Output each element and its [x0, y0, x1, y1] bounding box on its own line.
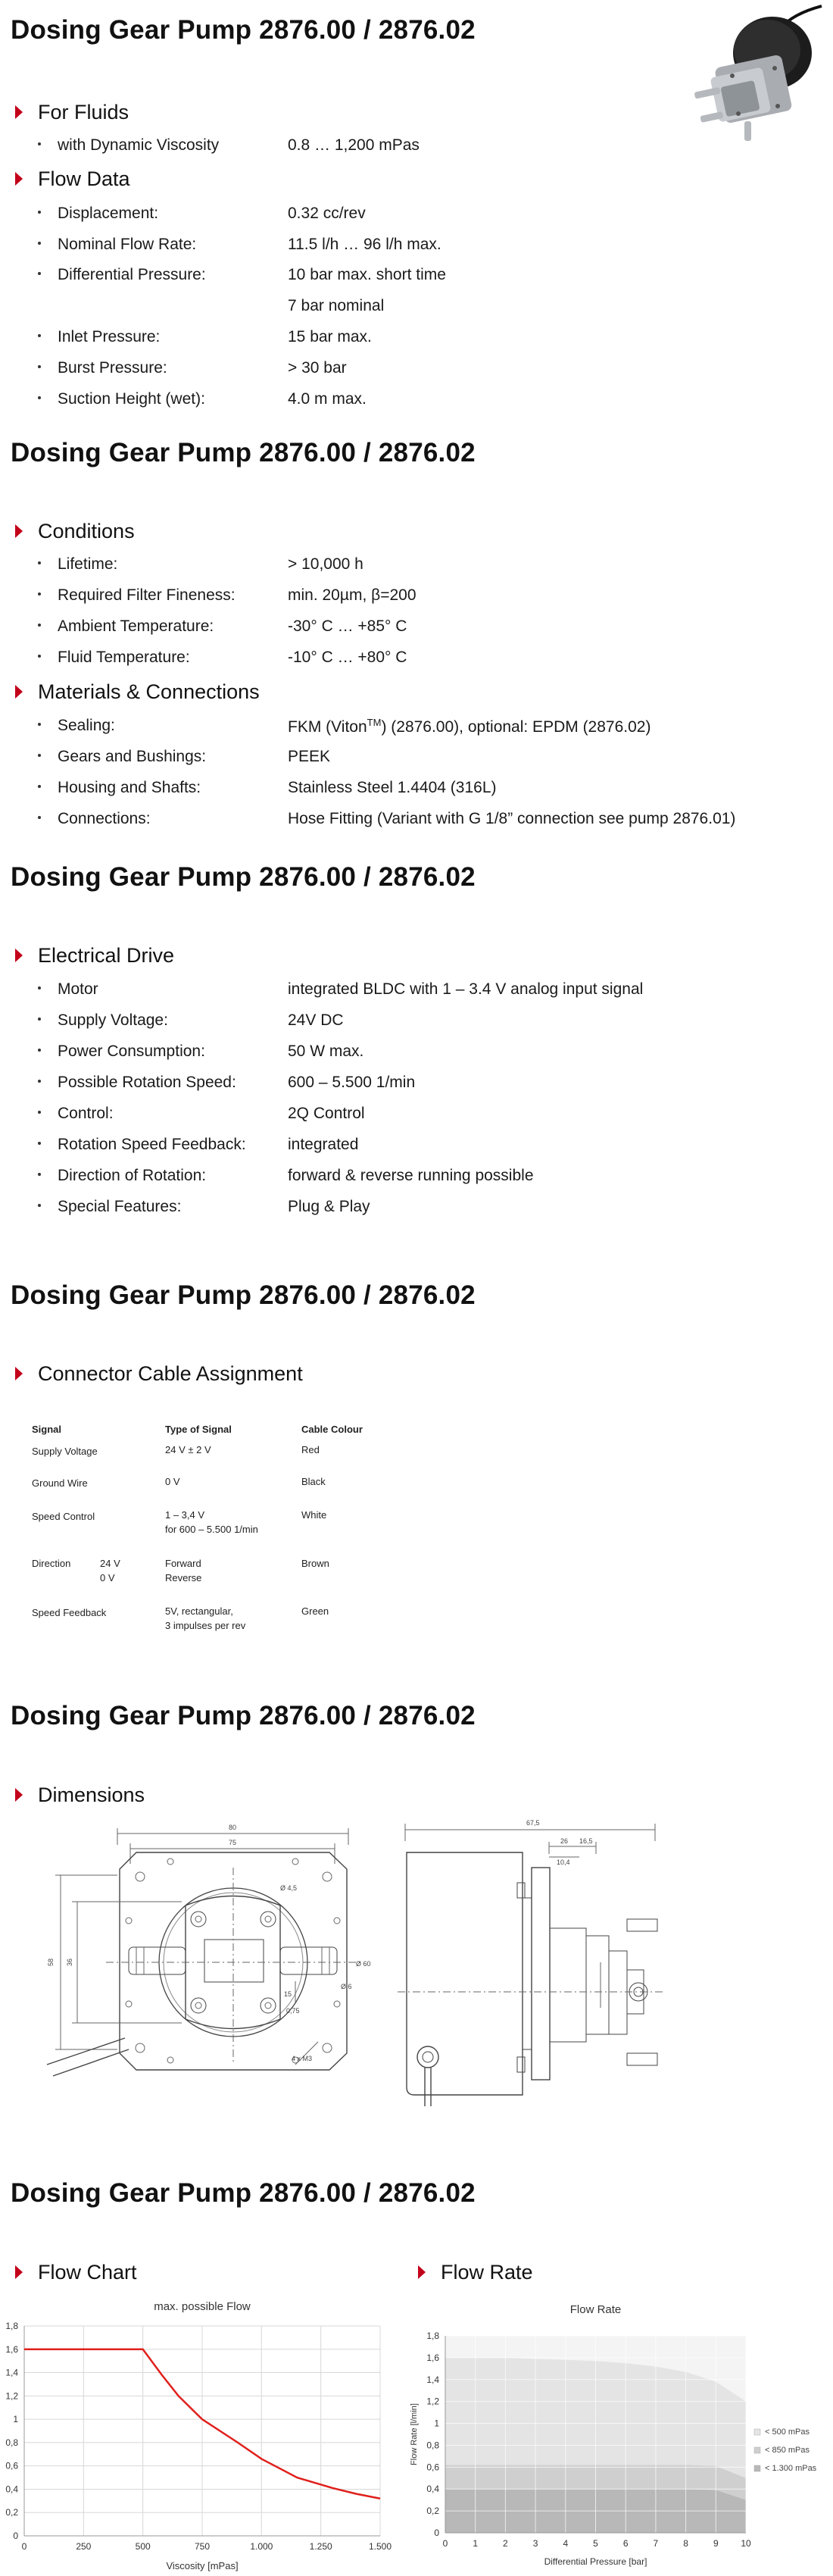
spec-value: 11.5 l/h … 96 l/h max. — [288, 236, 441, 253]
dimension-drawing-front — [30, 1807, 386, 2110]
spec-value: Stainless Steel 1.4404 (316L) — [288, 779, 497, 796]
spec-value: 2Q Control — [288, 1105, 365, 1122]
y-tick-label: 1 — [434, 2418, 439, 2429]
svg-text:75: 75 — [229, 1839, 237, 1846]
y-tick-label: 0 — [434, 2528, 439, 2538]
svg-text:0,75: 0,75 — [286, 2007, 300, 2015]
table-cell: 3 impulses per rev — [165, 1620, 246, 1631]
y-tick-label: 0,6 — [426, 2462, 439, 2473]
y-tick-label: 0,4 — [5, 2484, 18, 2495]
table-cell: 1 – 3,4 V — [165, 1509, 205, 1521]
svg-text:10,4: 10,4 — [557, 1859, 570, 1866]
spec-value: forward & reverse running possible — [288, 1167, 534, 1184]
x-tick-label: 250 — [76, 2541, 92, 2552]
svg-text:Ø 6: Ø 6 — [341, 1983, 352, 1990]
svg-text:Ø 60: Ø 60 — [356, 1960, 371, 1968]
spec-row: Rotation Speed Feedback: — [38, 1136, 246, 1154]
x-tick-label: 4 — [563, 2538, 569, 2549]
x-tick-label: 8 — [683, 2538, 688, 2549]
y-tick-label: 1,4 — [5, 2367, 18, 2378]
table-cell: Black — [301, 1476, 326, 1487]
svg-text:4 x M3: 4 x M3 — [292, 2055, 313, 2062]
section-arrow-icon — [15, 685, 23, 699]
spec-row: Suction Height (wet): — [38, 390, 205, 408]
section-flow-chart: Flow Chart — [15, 2261, 137, 2284]
y-tick-label: 1,8 — [5, 2321, 18, 2331]
section-arrow-icon — [15, 172, 23, 186]
spec-value: 50 W max. — [288, 1043, 364, 1060]
spec-row: Gears and Bushings: — [38, 748, 206, 766]
y-tick-label: 0,2 — [5, 2507, 18, 2518]
legend-swatch — [754, 2447, 760, 2453]
y-tick-label: 0,8 — [426, 2440, 439, 2451]
spec-row: Nominal Flow Rate: — [38, 236, 196, 254]
spec-row: Housing and Shafts: — [38, 779, 201, 797]
y-axis-label: Flow Rate [l/min] — [410, 2403, 419, 2465]
spec-row: Supply Voltage: — [38, 1011, 168, 1030]
section-materials: Materials & Connections — [15, 680, 260, 704]
svg-text:15: 15 — [284, 1990, 292, 1998]
section-connector-cable: Connector Cable Assignment — [15, 1362, 303, 1386]
spec-value: min. 20µm, β=200 — [288, 586, 416, 604]
spec-value: 15 bar max. — [288, 328, 372, 345]
page-title: Dosing Gear Pump 2876.00 / 2876.02 — [11, 15, 476, 45]
svg-text:Ø 4,5: Ø 4,5 — [280, 1884, 298, 1892]
table-cell: 24 V ± 2 V — [165, 1444, 211, 1455]
flow-chart-viscosity — [0, 2292, 401, 2576]
spec-row: Fluid Temperature: — [38, 649, 190, 667]
spec-row: Differential Pressure: — [38, 266, 206, 284]
page-title: Dosing Gear Pump 2876.00 / 2876.02 — [11, 1280, 476, 1310]
legend-label: < 1.300 mPas — [765, 2464, 817, 2473]
spec-value: > 30 bar — [288, 359, 347, 377]
legend-swatch — [754, 2429, 760, 2435]
x-tick-label: 0 — [21, 2541, 27, 2552]
x-tick-label: 1.250 — [309, 2541, 332, 2552]
x-tick-label: 3 — [532, 2538, 538, 2549]
svg-text:67,5: 67,5 — [526, 1819, 540, 1827]
spec-row: Possible Rotation Speed: — [38, 1074, 236, 1092]
spec-value: 10 bar max. short time — [288, 266, 446, 283]
section-arrow-icon — [15, 105, 23, 119]
table-header-type: Type of Signal — [165, 1424, 232, 1435]
page-title: Dosing Gear Pump 2876.00 / 2876.02 — [11, 862, 476, 892]
x-tick-label: 1.500 — [368, 2541, 392, 2552]
x-tick-label: 750 — [194, 2541, 211, 2552]
svg-text:16,5: 16,5 — [579, 1837, 593, 1845]
table-cell: Speed Feedback — [32, 1607, 107, 1618]
section-arrow-icon — [418, 2265, 426, 2279]
spec-value: Hose Fitting (Variant with G 1/8” connection see pump 2876.01) — [288, 810, 736, 827]
spec-row: Power Consumption: — [38, 1043, 205, 1061]
table-cell: for 600 – 5.500 1/min — [165, 1524, 258, 1535]
table-cell: 5V, rectangular, — [165, 1605, 233, 1617]
y-tick-label: 0,8 — [5, 2437, 18, 2448]
table-cell: Direction — [32, 1558, 71, 1569]
x-tick-label: 500 — [135, 2541, 151, 2552]
spec-row: Control: — [38, 1105, 114, 1123]
table-cell: 24 V — [100, 1558, 120, 1569]
table-cell: Ground Wire — [32, 1477, 88, 1489]
section-conditions: Conditions — [15, 520, 135, 543]
spec-row: Burst Pressure: — [38, 359, 167, 377]
spec-value: 0.32 cc/rev — [288, 205, 366, 222]
page-title: Dosing Gear Pump 2876.00 / 2876.02 — [11, 2178, 476, 2208]
spec-row: Required Filter Fineness: — [38, 586, 236, 605]
y-tick-label: 0,6 — [5, 2460, 18, 2471]
svg-text:80: 80 — [229, 1824, 237, 1831]
svg-text:58: 58 — [47, 1958, 55, 1966]
table-cell: White — [301, 1509, 327, 1521]
spec-value: Plug & Play — [288, 1198, 370, 1215]
legend-label: < 850 mPas — [765, 2446, 810, 2455]
x-axis-label: Differential Pressure [bar] — [544, 2556, 647, 2567]
section-for-fluids: For Fluids — [15, 101, 129, 124]
y-tick-label: 0,2 — [426, 2506, 439, 2517]
spec-value: > 10,000 h — [288, 555, 363, 573]
chart-title: Flow Rate — [569, 2303, 622, 2316]
spec-value: 7 bar nominal — [288, 297, 385, 314]
x-tick-label: 1 — [473, 2538, 479, 2549]
y-tick-label: 0 — [13, 2531, 18, 2541]
x-tick-label: 6 — [622, 2538, 629, 2549]
y-tick-label: 1,2 — [5, 2390, 18, 2402]
x-tick-label: 5 — [593, 2538, 598, 2549]
chart-title: max. possible Flow — [154, 2300, 251, 2313]
spec-value: integrated BLDC with 1 – 3.4 V analog input signal — [288, 980, 644, 998]
legend-label: < 500 mPas — [765, 2428, 810, 2437]
flow-rate-chart — [401, 2292, 833, 2576]
x-tick-label: 2 — [503, 2538, 508, 2549]
table-cell: Forward — [165, 1558, 201, 1569]
y-tick-label: 0,4 — [426, 2484, 439, 2495]
spec-row: Motor — [38, 980, 98, 999]
y-tick-label: 1,2 — [426, 2396, 439, 2407]
spec-value: 24V DC — [288, 1011, 344, 1029]
section-arrow-icon — [15, 1367, 23, 1380]
spec-value: 4.0 m max. — [288, 390, 367, 408]
spec-value: -30° C … +85° C — [288, 617, 407, 635]
spec-row: Ambient Temperature: — [38, 617, 214, 636]
table-cell: Reverse — [165, 1572, 202, 1583]
spec-value: 0.8 … 1,200 mPas — [288, 136, 420, 154]
table-header-signal: Signal — [32, 1424, 62, 1435]
svg-text:26: 26 — [560, 1837, 569, 1845]
section-flow-rate: Flow Rate — [418, 2261, 533, 2284]
section-electrical-drive: Electrical Drive — [15, 944, 174, 968]
spec-value: integrated — [288, 1136, 359, 1153]
page-title: Dosing Gear Pump 2876.00 / 2876.02 — [11, 438, 476, 467]
pump-product-image — [678, 0, 829, 152]
spec-value: -10° C … +80° C — [288, 649, 407, 666]
spec-value: FKM (Viton™) (2876.00), optional: EPDM (2876.02) — [288, 717, 651, 736]
spec-row: Lifetime: — [38, 555, 117, 574]
section-arrow-icon — [15, 1788, 23, 1802]
spec-row: Sealing: — [38, 717, 115, 735]
dimension-drawing-side — [398, 1807, 670, 2110]
y-tick-label: 1,6 — [426, 2352, 439, 2363]
section-arrow-icon — [15, 949, 23, 962]
spec-row: Connections: — [38, 810, 151, 828]
table-cell: Speed Control — [32, 1511, 95, 1522]
section-arrow-icon — [15, 524, 23, 538]
spec-row: Inlet Pressure: — [38, 328, 160, 346]
spec-value: 600 – 5.500 1/min — [288, 1074, 416, 1091]
y-tick-label: 1,8 — [426, 2331, 439, 2341]
table-cell: Red — [301, 1444, 320, 1455]
table-cell: Green — [301, 1605, 329, 1617]
table-cell: 0 V — [100, 1572, 115, 1583]
page-title: Dosing Gear Pump 2876.00 / 2876.02 — [11, 1701, 476, 1730]
spec-row: with Dynamic Viscosity — [38, 136, 219, 155]
spec-row: Direction of Rotation: — [38, 1167, 206, 1185]
section-flow-data: Flow Data — [15, 167, 130, 191]
table-cell: Supply Voltage — [32, 1446, 98, 1457]
spec-value: PEEK — [288, 748, 331, 765]
x-axis-label: Viscosity [mPas] — [166, 2560, 239, 2571]
x-tick-label: 10 — [741, 2538, 751, 2549]
y-tick-label: 1,6 — [5, 2343, 18, 2355]
svg-text:36: 36 — [66, 1958, 73, 1966]
legend-swatch — [754, 2465, 760, 2471]
section-dimensions: Dimensions — [15, 1784, 145, 1807]
section-arrow-icon — [15, 2265, 23, 2279]
table-header-colour: Cable Colour — [301, 1424, 363, 1435]
x-tick-label: 1.000 — [250, 2541, 273, 2552]
spec-row: Special Features: — [38, 1198, 181, 1216]
y-tick-label: 1 — [13, 2414, 18, 2425]
spec-row: Displacement: — [38, 205, 158, 223]
x-tick-label: 7 — [653, 2538, 659, 2549]
table-cell: Brown — [301, 1558, 329, 1569]
x-tick-label: 9 — [713, 2538, 719, 2549]
table-cell: 0 V — [165, 1476, 180, 1487]
x-tick-label: 0 — [442, 2538, 448, 2549]
y-tick-label: 1,4 — [426, 2374, 439, 2385]
